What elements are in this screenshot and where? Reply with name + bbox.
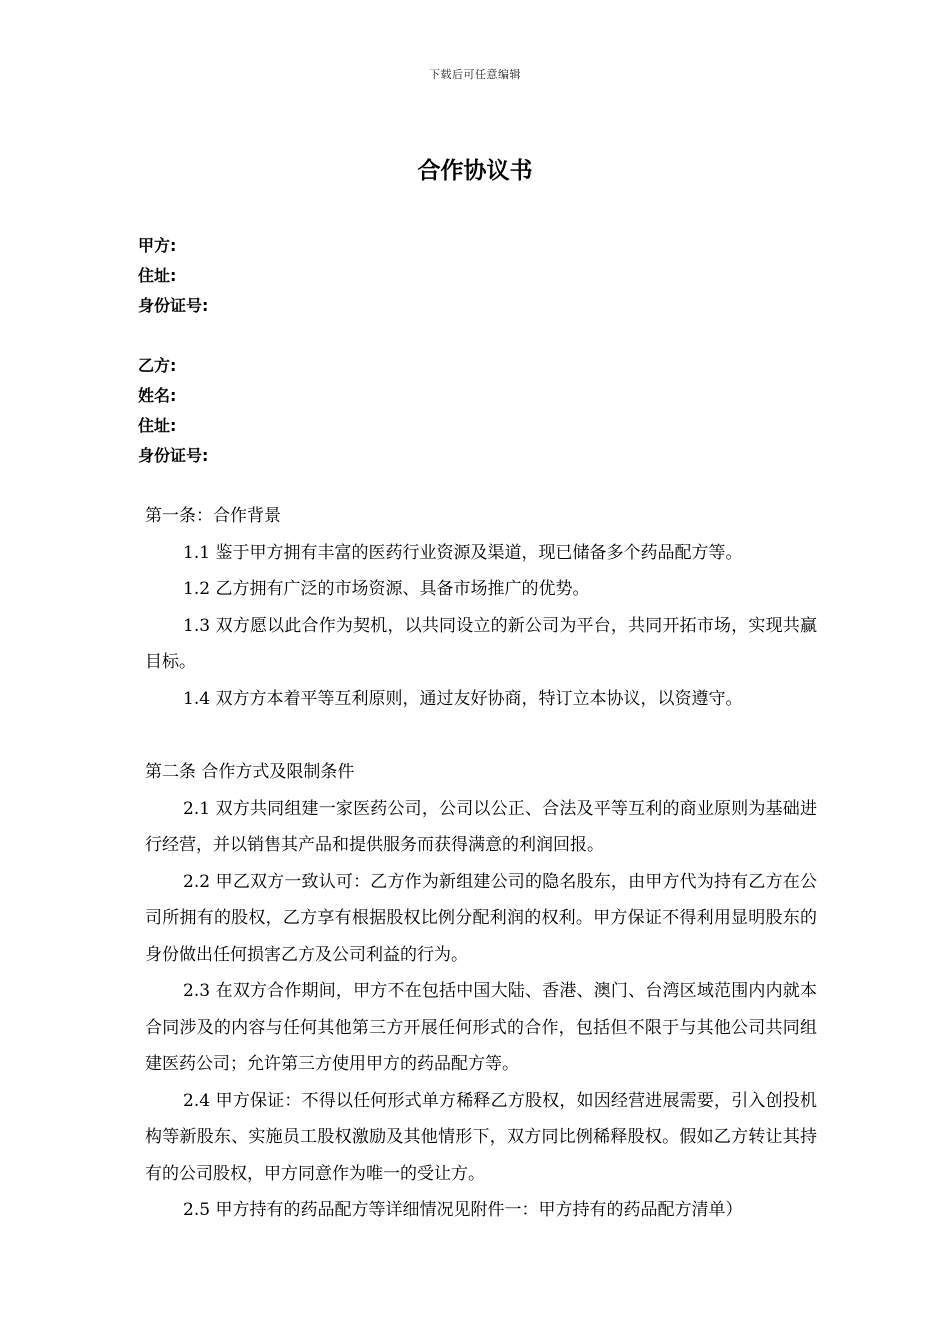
article1-item: 1.2 乙方拥有广泛的市场资源、具备市场推广的优势。 (183, 579, 590, 599)
party-info-block (138, 231, 208, 471)
article2-item: 2.3 在双方合作期间，甲方不在包括中国大陆、香港、澳门、台湾区域范围内内就本合同涉及的内容与任何其他第三方开展任何形式的合作，包括但不限于与其他公司共同组建医药公司；允许第三方使用甲方的药品配方等。 (145, 981, 817, 1074)
article1-item: 1.3 双方愿以此合作为契机，以共同设立的新公司为平台，共同开拓市场，实现共赢目标。 (145, 615, 817, 672)
article1-item: 1.1 鉴于甲方拥有丰富的医药行业资源及渠道，现已储备多个药品配方等。 (183, 542, 743, 563)
page-header-note: 下载后可任意编辑 (429, 68, 521, 81)
article2-item: 2.1 双方共同组建一家医药公司，公司以公正、合法及平等互利的商业原则为基础进行经营，并以销售其产品和提供服务而获得满意的利润回报。 (145, 798, 817, 855)
agreement-body (145, 498, 817, 1229)
document-title: 合作协议书 (417, 158, 533, 184)
article1-item: 1.4 双方方本着平等互利原则，通过友好协商，特订立本协议，以资遵守。 (183, 688, 743, 709)
party-spacer (138, 321, 208, 351)
section-spacer (145, 717, 817, 754)
party-b-address-label: 住址: (138, 416, 177, 435)
party-a-id-label: 身份证号: (138, 296, 209, 315)
party-b-id-label: 身份证号: (138, 446, 209, 465)
article2-item: 2.5 甲方持有的药品配方等详细情况见附件一：甲方持有的药品配方清单） (183, 1200, 743, 1220)
article2-item: 2.4 甲方保证：不得以任何形式单方稀释乙方股权，如因经营进展需要，引入创投机构等新股东、实施员工股权激励及其他情形下，双方同比例稀释股权。假如乙方转让其持有的公司股权，甲方同意作为唯一的受让方。 (145, 1090, 817, 1184)
article2-item: 2.2 甲乙双方一致认可：乙方作为新组建公司的隐名股东，由甲方代为持有乙方在公司所拥有的股权，乙方享有根据股权比例分配利润的权利。甲方保证不得利用显明股东的身份做出任何损害乙方及公司利益的行为。 (145, 871, 817, 965)
party-b-name-label: 姓名: (138, 386, 177, 405)
article2-heading: 第二条 合作方式及限制条件 (145, 762, 355, 782)
party-b-label: 乙方: (138, 356, 177, 375)
article1-heading: 第一条：合作背景 (145, 506, 281, 526)
party-a-address-label: 住址: (138, 266, 177, 285)
party-a-label: 甲方: (138, 236, 177, 255)
